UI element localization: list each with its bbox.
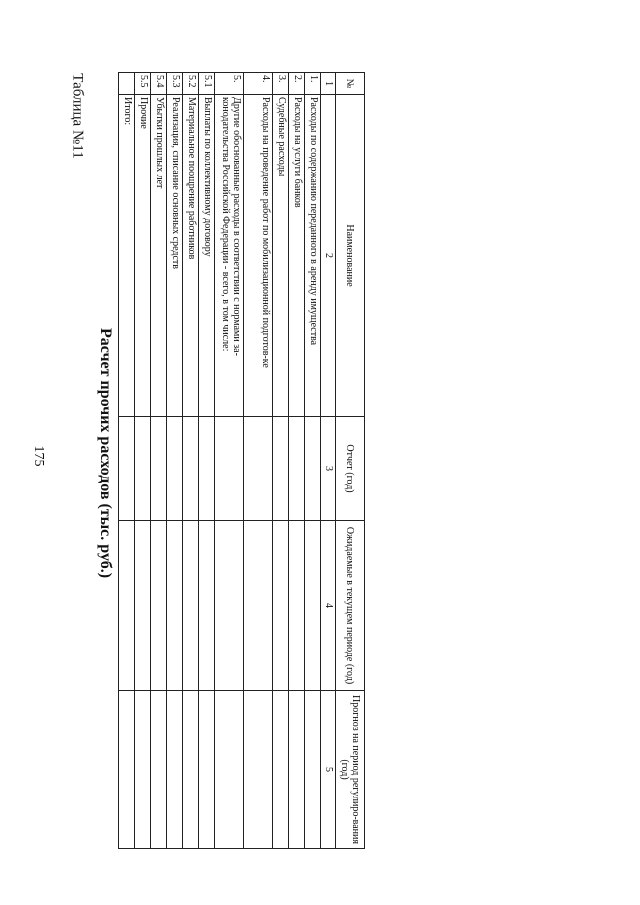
- cell-forecast: [273, 691, 289, 849]
- rotated-table-wrapper: [118, 72, 365, 849]
- header-expected: Ожидаемые в текущем периоде (год): [336, 521, 365, 691]
- cell-forecast: [215, 691, 244, 849]
- cell-report: [183, 417, 199, 521]
- cell-expected: [135, 521, 151, 691]
- table-row: [305, 73, 321, 849]
- row-number: 4.: [244, 73, 273, 95]
- header-forecast: Прогноз на период регулиро-вания (год): [336, 691, 365, 849]
- cell-forecast: [199, 691, 215, 849]
- row-number: 5.4: [151, 73, 167, 95]
- cell-forecast: [183, 691, 199, 849]
- cell-report: [167, 417, 183, 521]
- header-report: Отчет (год): [336, 417, 365, 521]
- cell-expected: [199, 521, 215, 691]
- table-row: [289, 73, 305, 849]
- table-row: [199, 73, 215, 849]
- page-number: 175: [31, 445, 46, 467]
- row-number: 5.: [215, 73, 244, 95]
- cell-forecast: [119, 691, 135, 849]
- row-name: Расходы по содержанию переданного в аренду имущества: [305, 95, 321, 417]
- table-row: [244, 73, 273, 849]
- column-number: 2: [321, 95, 336, 417]
- cell-forecast: [151, 691, 167, 849]
- cell-report: [244, 417, 273, 521]
- cell-expected: [289, 521, 305, 691]
- table-row: [135, 73, 151, 849]
- expenses-table: [118, 72, 365, 849]
- cell-report: [135, 417, 151, 521]
- row-name: Расходы на проведение работ по мобилизационной подготов-ке: [244, 95, 273, 417]
- row-name: Убытки прошлых лет: [151, 95, 167, 417]
- cell-expected: [119, 521, 135, 691]
- table-row: [183, 73, 199, 849]
- row-number: 5.2: [183, 73, 199, 95]
- row-number: 5.1: [199, 73, 215, 95]
- column-number: 4: [321, 521, 336, 691]
- cell-expected: [183, 521, 199, 691]
- table-row: [167, 73, 183, 849]
- column-number-row: [321, 73, 336, 849]
- column-number: 1: [321, 73, 336, 95]
- cell-forecast: [244, 691, 273, 849]
- cell-report: [199, 417, 215, 521]
- cell-forecast: [135, 691, 151, 849]
- row-name: Материальное поощрение работников: [183, 95, 199, 417]
- row-number: 3.: [273, 73, 289, 95]
- cell-forecast: [289, 691, 305, 849]
- row-name: Реализация, списание основных средств: [167, 95, 183, 417]
- column-number: 3: [321, 417, 336, 521]
- cell-report: [289, 417, 305, 521]
- header-row: [336, 73, 365, 849]
- table-row: [215, 73, 244, 849]
- row-name: Итого:: [119, 95, 135, 417]
- cell-forecast: [305, 691, 321, 849]
- table-row-total: [119, 73, 135, 849]
- cell-report: [119, 417, 135, 521]
- page-title: Расчет прочих расходов (тыс. руб.): [97, 327, 114, 579]
- cell-expected: [305, 521, 321, 691]
- row-name: Выплаты по коллективному договору: [199, 95, 215, 417]
- header-no: №: [336, 73, 365, 95]
- cell-expected: [151, 521, 167, 691]
- row-name: Другие обоснованные расходы в соответствии с нормами за-конодательства Российской Федерации - всего, в том числе:: [215, 95, 244, 417]
- table-row: [273, 73, 289, 849]
- cell-report: [273, 417, 289, 521]
- column-number: 5: [321, 691, 336, 849]
- cell-expected: [215, 521, 244, 691]
- cell-forecast: [167, 691, 183, 849]
- row-number: 5.5: [135, 73, 151, 95]
- cell-expected: [167, 521, 183, 691]
- cell-expected: [244, 521, 273, 691]
- row-name: Судебные расходы: [273, 95, 289, 417]
- row-number: 5.3: [167, 73, 183, 95]
- cell-report: [215, 417, 244, 521]
- cell-expected: [273, 521, 289, 691]
- header-name: Наименование: [336, 95, 365, 417]
- table-row: [151, 73, 167, 849]
- cell-report: [305, 417, 321, 521]
- row-name: Расходы на услуги банков: [289, 95, 305, 417]
- row-number: 2.: [289, 73, 305, 95]
- row-number: 1.: [305, 73, 321, 95]
- row-number: [119, 73, 135, 95]
- cell-report: [151, 417, 167, 521]
- row-name: Прочие: [135, 95, 151, 417]
- table-label: Таблица №11: [69, 73, 86, 159]
